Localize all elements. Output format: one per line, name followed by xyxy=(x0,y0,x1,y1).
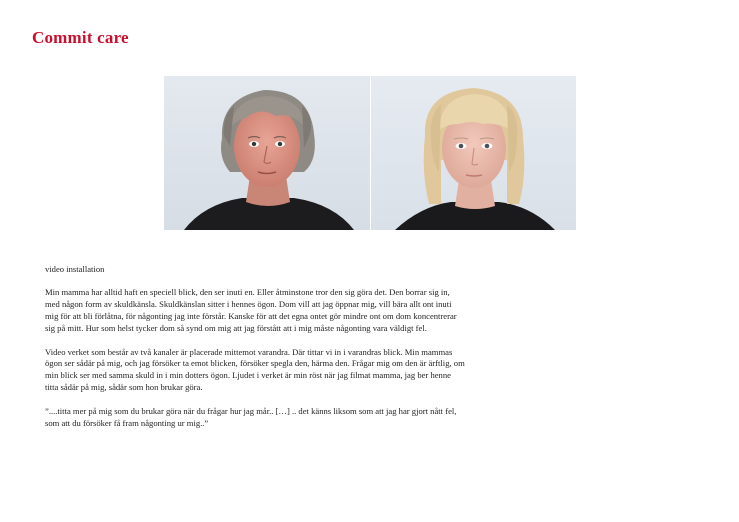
paragraph-1: Min mamma har alltid haft en speciell blick, den ser inuti en. Eller åtminstone tror den sig göra det. Den borrar sig in, med någon form av skuldkänsla. Skuldkänslan sitter i hennes ögon. Dom vill att jag öppnar mig, vill bära allt ont inuti mig för att bli förlåtna, för någonting jag inte förstår. Kanske för att det egna ontet gör mindre ont om dom koncentrerar sig på mitt. Hur som helst tycker dom så synd om mig att jag förstått att i mig måste någonting vara väldigt fel. xyxy=(45,287,457,334)
page-title: Commit care xyxy=(32,28,129,47)
portrait-older-woman-image xyxy=(164,76,370,230)
photo-pair xyxy=(164,76,576,230)
portrait-young-woman-image xyxy=(371,76,577,230)
body-text xyxy=(45,264,465,441)
paragraph-quote: ”....titta mer på mig som du brukar göra när du frågar hur jag mår.. […] .. det känns liksom som att jag har gjort nått fel, som att du försöker få fram någonting ur mig..” xyxy=(45,405,457,428)
portrait-older-woman-icon xyxy=(164,76,370,230)
subtitle: video installation xyxy=(45,264,105,274)
portrait-young-woman-icon xyxy=(371,76,577,230)
paragraph-2: Video verket som består av två kanaler är placerade mittemot varandra. Där tittar vi in i varandras blick. Min mammas ögon ser sådär på mig, och jag försöker ta emot blicken, försöker spegla den, härma den. Frågar mig om den är ärftlig, om min blick ser med samma skuld in i min dotters ögon. Ljudet i verket är min röst när jag filmat mamma, jag ber henne titta sådär på mig, sådär som hon brukar göra. xyxy=(45,346,465,393)
